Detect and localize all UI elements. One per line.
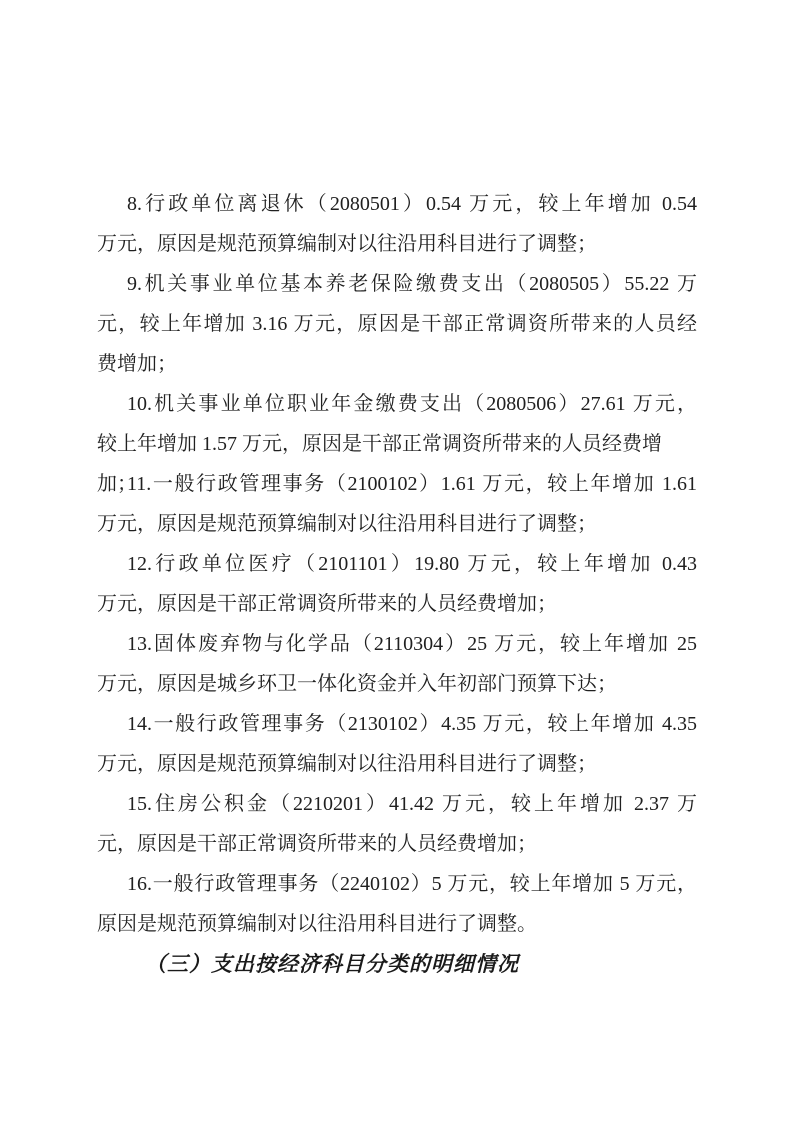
paragraph-12-line-1: 12.行政单位医疗（2101101）19.80 万元，较上年增加 0.43: [127, 553, 697, 575]
paragraph-14-line-2: 万元，原因是规范预算编制对以往沿用科目进行了调整；: [97, 753, 597, 775]
document-content: [97, 184, 697, 984]
paragraph-14-line-1: 14.一般行政管理事务（2130102）4.35 万元，较上年增加 4.35: [127, 713, 697, 735]
paragraph-11-line-2: 万元，原因是规范预算编制对以往沿用科目进行了调整；: [97, 513, 597, 535]
document-body: [97, 184, 697, 944]
paragraph-16-line-1: 16.一般行政管理事务（2240102）5 万元，较上年增加 5 万元，: [127, 873, 697, 895]
paragraph-16-line-2: 原因是规范预算编制对以往沿用科目进行了调整。: [97, 913, 537, 935]
paragraph-9-line-1: 9.机关事业单位基本养老保险缴费支出（2080505）55.22 万: [127, 273, 697, 295]
paragraph-15-line-1: 15.住房公积金（2210201）41.42 万元，较上年增加 2.37 万: [127, 793, 697, 815]
paragraph-9-line-3: 费增加；: [97, 353, 177, 375]
paragraph-11-line-1: 11.一般行政管理事务（2100102）1.61 万元，较上年增加 1.61: [127, 473, 697, 495]
section-heading: （三）支出按经济科目分类的明细情况: [145, 952, 519, 976]
paragraph-8-line-2: 万元，原因是规范预算编制对以往沿用科目进行了调整；: [97, 233, 597, 255]
paragraph-10-line-1: 10.机关事业单位职业年金缴费支出（2080506）27.61 万元，: [127, 393, 697, 415]
paragraph-13-line-2: 万元，原因是城乡环卫一体化资金并入年初部门预算下达；: [97, 673, 617, 695]
paragraph-12-line-2: 万元，原因是干部正常调资所带来的人员经费增加；: [97, 593, 557, 615]
paragraph-13-line-1: 13.固体废弃物与化学品（2110304）25 万元，较上年增加 25: [127, 633, 697, 655]
paragraph-15-line-2: 元，原因是干部正常调资所带来的人员经费增加；: [97, 833, 537, 855]
paragraph-9-line-2: 元，较上年增加 3.16 万元，原因是干部正常调资所带来的人员经: [97, 313, 697, 335]
paragraph-10-line-2: 较上年增加 1.57 万元，原因是干部正常调资所带来的人员经费增加；: [97, 433, 662, 495]
paragraph-8-line-1: 8.行政单位离退休（2080501）0.54 万元，较上年增加 0.54: [127, 193, 697, 215]
